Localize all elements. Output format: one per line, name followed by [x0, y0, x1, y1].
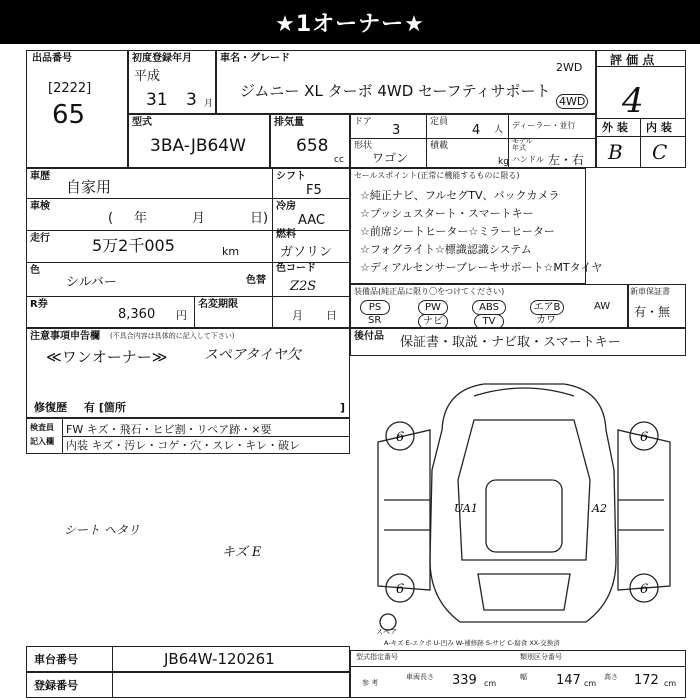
- equip-airbag: エアB: [530, 300, 564, 315]
- car-roof-outline: [458, 420, 590, 560]
- equip-navi: ナビ: [418, 314, 448, 329]
- car-cabin: [486, 480, 562, 552]
- displacement-value: 658: [296, 136, 329, 156]
- lot-label: 出品番号: [32, 53, 72, 64]
- inspector-seat-note: シート ヘタリ: [64, 523, 140, 537]
- color-swap-label: 色替: [246, 275, 266, 286]
- tire-front-left-label: 6: [396, 430, 405, 445]
- equip-kawa: カワ: [536, 315, 556, 326]
- accessories-label: 後付品: [354, 331, 384, 342]
- sales-item: ☆ディアルセンサーブレーキサポート☆MTタイヤ: [360, 261, 603, 274]
- mileage-unit: km: [222, 245, 240, 258]
- fuel-value: ガソリン: [280, 245, 333, 260]
- color-value: シルバー: [66, 275, 117, 290]
- spec-width-label: 幅: [520, 673, 527, 681]
- equip-tv: TV: [474, 314, 504, 329]
- spec-height-label: 高さ: [604, 673, 618, 681]
- inspector-scratch-note: キズ E: [222, 545, 262, 560]
- car-diagram: [354, 360, 686, 636]
- notes-label: 注意事項申告欄: [30, 331, 100, 342]
- lot-bracket: [2222]: [48, 81, 92, 96]
- repair-value: 有 [箇所: [84, 401, 126, 414]
- score-int-label: 内 装: [646, 121, 672, 134]
- car-left-door-line: [384, 500, 430, 530]
- equip-ps: PS: [360, 300, 390, 315]
- dealer-label: ディーラー・並行: [512, 121, 576, 130]
- first-reg-month: 3: [186, 90, 197, 110]
- equipment-label: 装備品(純正品に限り〇をつけてください): [354, 287, 505, 296]
- spec-width: 147: [556, 673, 581, 688]
- tire-rear-right-label: 6: [640, 582, 649, 597]
- car-right-door-line: [618, 500, 664, 530]
- color-label: 色: [30, 265, 40, 276]
- mileage-value: 5万2千005: [92, 236, 175, 255]
- chassis-label: 車台番号: [34, 653, 78, 666]
- usage-value: 自家用: [66, 178, 112, 196]
- doors-value: 3: [392, 123, 401, 138]
- spare-label: スペア: [376, 628, 397, 636]
- recycle-label: R券: [30, 299, 48, 310]
- first-reg-era: 平成: [134, 69, 161, 84]
- lot-number: 65: [52, 100, 86, 130]
- tire-rear-left-label: 6: [396, 582, 405, 597]
- inspector-label-1: 検査員: [30, 423, 54, 432]
- accessories-value: 保証書・取説・ナビ取・スマートキー: [400, 335, 621, 350]
- sales-item: ☆フォグライト☆標識認識システム: [360, 243, 532, 256]
- color-code-label: 色コード: [276, 263, 316, 274]
- equip-abs: ABS: [472, 300, 506, 315]
- drive-2wd: 2WD: [556, 61, 583, 74]
- inspector-row-1: FW キズ・飛石・ヒビ割・リペア跡・×要: [66, 423, 272, 436]
- body-value: ワゴン: [372, 151, 409, 165]
- score-int: C: [652, 140, 668, 164]
- handle-label: ハンドル: [512, 155, 544, 164]
- notes-handwriting: スペアタイヤ欠: [204, 347, 301, 363]
- spec-category-label: 類別区分番号: [520, 653, 562, 661]
- fuel-label: 燃料: [276, 229, 296, 240]
- doors-label: ドア: [354, 117, 372, 127]
- model-value: ジムニー XL ターボ 4WD セーフティサポート: [240, 82, 551, 100]
- inspection-label: 車検: [30, 201, 50, 212]
- capacity-unit: 人: [494, 125, 504, 135]
- spec-length-unit: cm: [484, 679, 497, 688]
- displacement-unit: cc: [334, 155, 344, 165]
- equip-sr: SR: [368, 315, 382, 326]
- load-unit: kg: [498, 157, 509, 167]
- new-record-label: 新車保証書: [630, 287, 670, 296]
- type-label: 型式: [132, 117, 152, 128]
- banner-title: ★1オーナー★: [0, 0, 700, 44]
- spec-type-label: 型式指定番号: [356, 653, 398, 661]
- inspection-year: 年: [134, 211, 148, 226]
- name-change-day: 日: [326, 309, 337, 322]
- usage-label: 車歴: [30, 171, 50, 182]
- aircon-label: 冷房: [276, 201, 296, 212]
- name-change-label: 名変期限: [198, 299, 238, 310]
- equip-pw: PW: [418, 300, 448, 315]
- color-code-value: Z2S: [290, 279, 317, 294]
- first-reg-label: 初度登録年月: [132, 53, 192, 64]
- damage-mark-left: UA1: [454, 502, 478, 515]
- auction-sheet: [0, 44, 700, 700]
- reg-number-label: 登録番号: [34, 679, 78, 692]
- notes-sub: (不具合内容は具体的に記入して下さい): [110, 332, 235, 340]
- first-reg-year: 31: [146, 90, 168, 110]
- capacity-label: 定員: [430, 117, 449, 127]
- score-label: 評 価 点: [610, 53, 655, 67]
- drive-4wd: 4WD: [556, 94, 588, 109]
- spec-length: 339: [452, 673, 477, 688]
- score-ext-label: 外 装: [602, 121, 628, 134]
- body-label: 形状: [354, 141, 373, 151]
- sales-item: ☆前席シートヒーター☆ミラーヒーター: [360, 225, 555, 238]
- aircon-value: AAC: [298, 213, 325, 228]
- spec-ref: 参 考: [362, 679, 379, 687]
- damage-mark-right: A2: [592, 502, 607, 515]
- spec-height-unit: cm: [664, 679, 677, 688]
- spec-width-unit: cm: [584, 679, 597, 688]
- score-ext: B: [608, 140, 623, 164]
- repair-close: ]: [340, 401, 346, 414]
- new-record-value: 有・無: [634, 305, 671, 319]
- score-value: 4: [622, 81, 644, 121]
- sales-label: セールスポイント(正常に機能するものに限る): [354, 171, 520, 180]
- type-value: 3BA-JB64W: [150, 136, 246, 156]
- tire-front-right-label: 6: [640, 430, 649, 445]
- inspection-month: 月: [192, 211, 206, 226]
- inspection-open: (: [108, 211, 114, 226]
- sales-item: ☆純正ナビ、フルセグTV、バックカメラ: [360, 189, 560, 202]
- model-label: 車名・グレード: [220, 53, 290, 64]
- car-right-side: [618, 430, 670, 590]
- first-reg-month-unit: 月: [204, 99, 214, 109]
- load-label: 積載: [430, 141, 449, 151]
- inspector-row-2: 内装 キズ・汚レ・コゲ・穴・スレ・キレ・破レ: [66, 439, 301, 452]
- car-left-side: [378, 430, 430, 590]
- recycle-value: 8,360: [118, 307, 156, 322]
- inspection-day: 日): [250, 211, 269, 226]
- inspector-label-2: 記入欄: [30, 437, 54, 446]
- mileage-label: 走行: [30, 233, 50, 244]
- capacity-value: 4: [472, 123, 481, 138]
- recycle-unit: 円: [176, 309, 187, 322]
- repair-label: 修復歴: [34, 401, 67, 414]
- shift-value: F5: [306, 183, 322, 198]
- damage-legend: A-キズ E-エクボ U-凹み W-補修跡 S-サビ C-腐食 XX-交換済: [384, 639, 560, 647]
- sales-item: ☆プッシュスタート・スマートキー: [360, 207, 534, 220]
- displacement-label: 排気量: [274, 117, 304, 128]
- equip-aw: AW: [594, 301, 611, 312]
- chassis-value: JB64W-120261: [164, 650, 275, 668]
- shift-label: シフト: [276, 171, 306, 182]
- handle-value: 左・右: [548, 153, 585, 167]
- name-change-month: 月: [292, 309, 303, 322]
- spec-height: 172: [634, 673, 659, 688]
- model-year-label: モデル年式: [512, 137, 533, 152]
- spec-length-label: 車両長さ: [406, 673, 434, 681]
- notes-value: ≪ワンオーナー≫: [46, 348, 168, 366]
- car-rear: [478, 574, 570, 610]
- car-hood: [474, 388, 574, 396]
